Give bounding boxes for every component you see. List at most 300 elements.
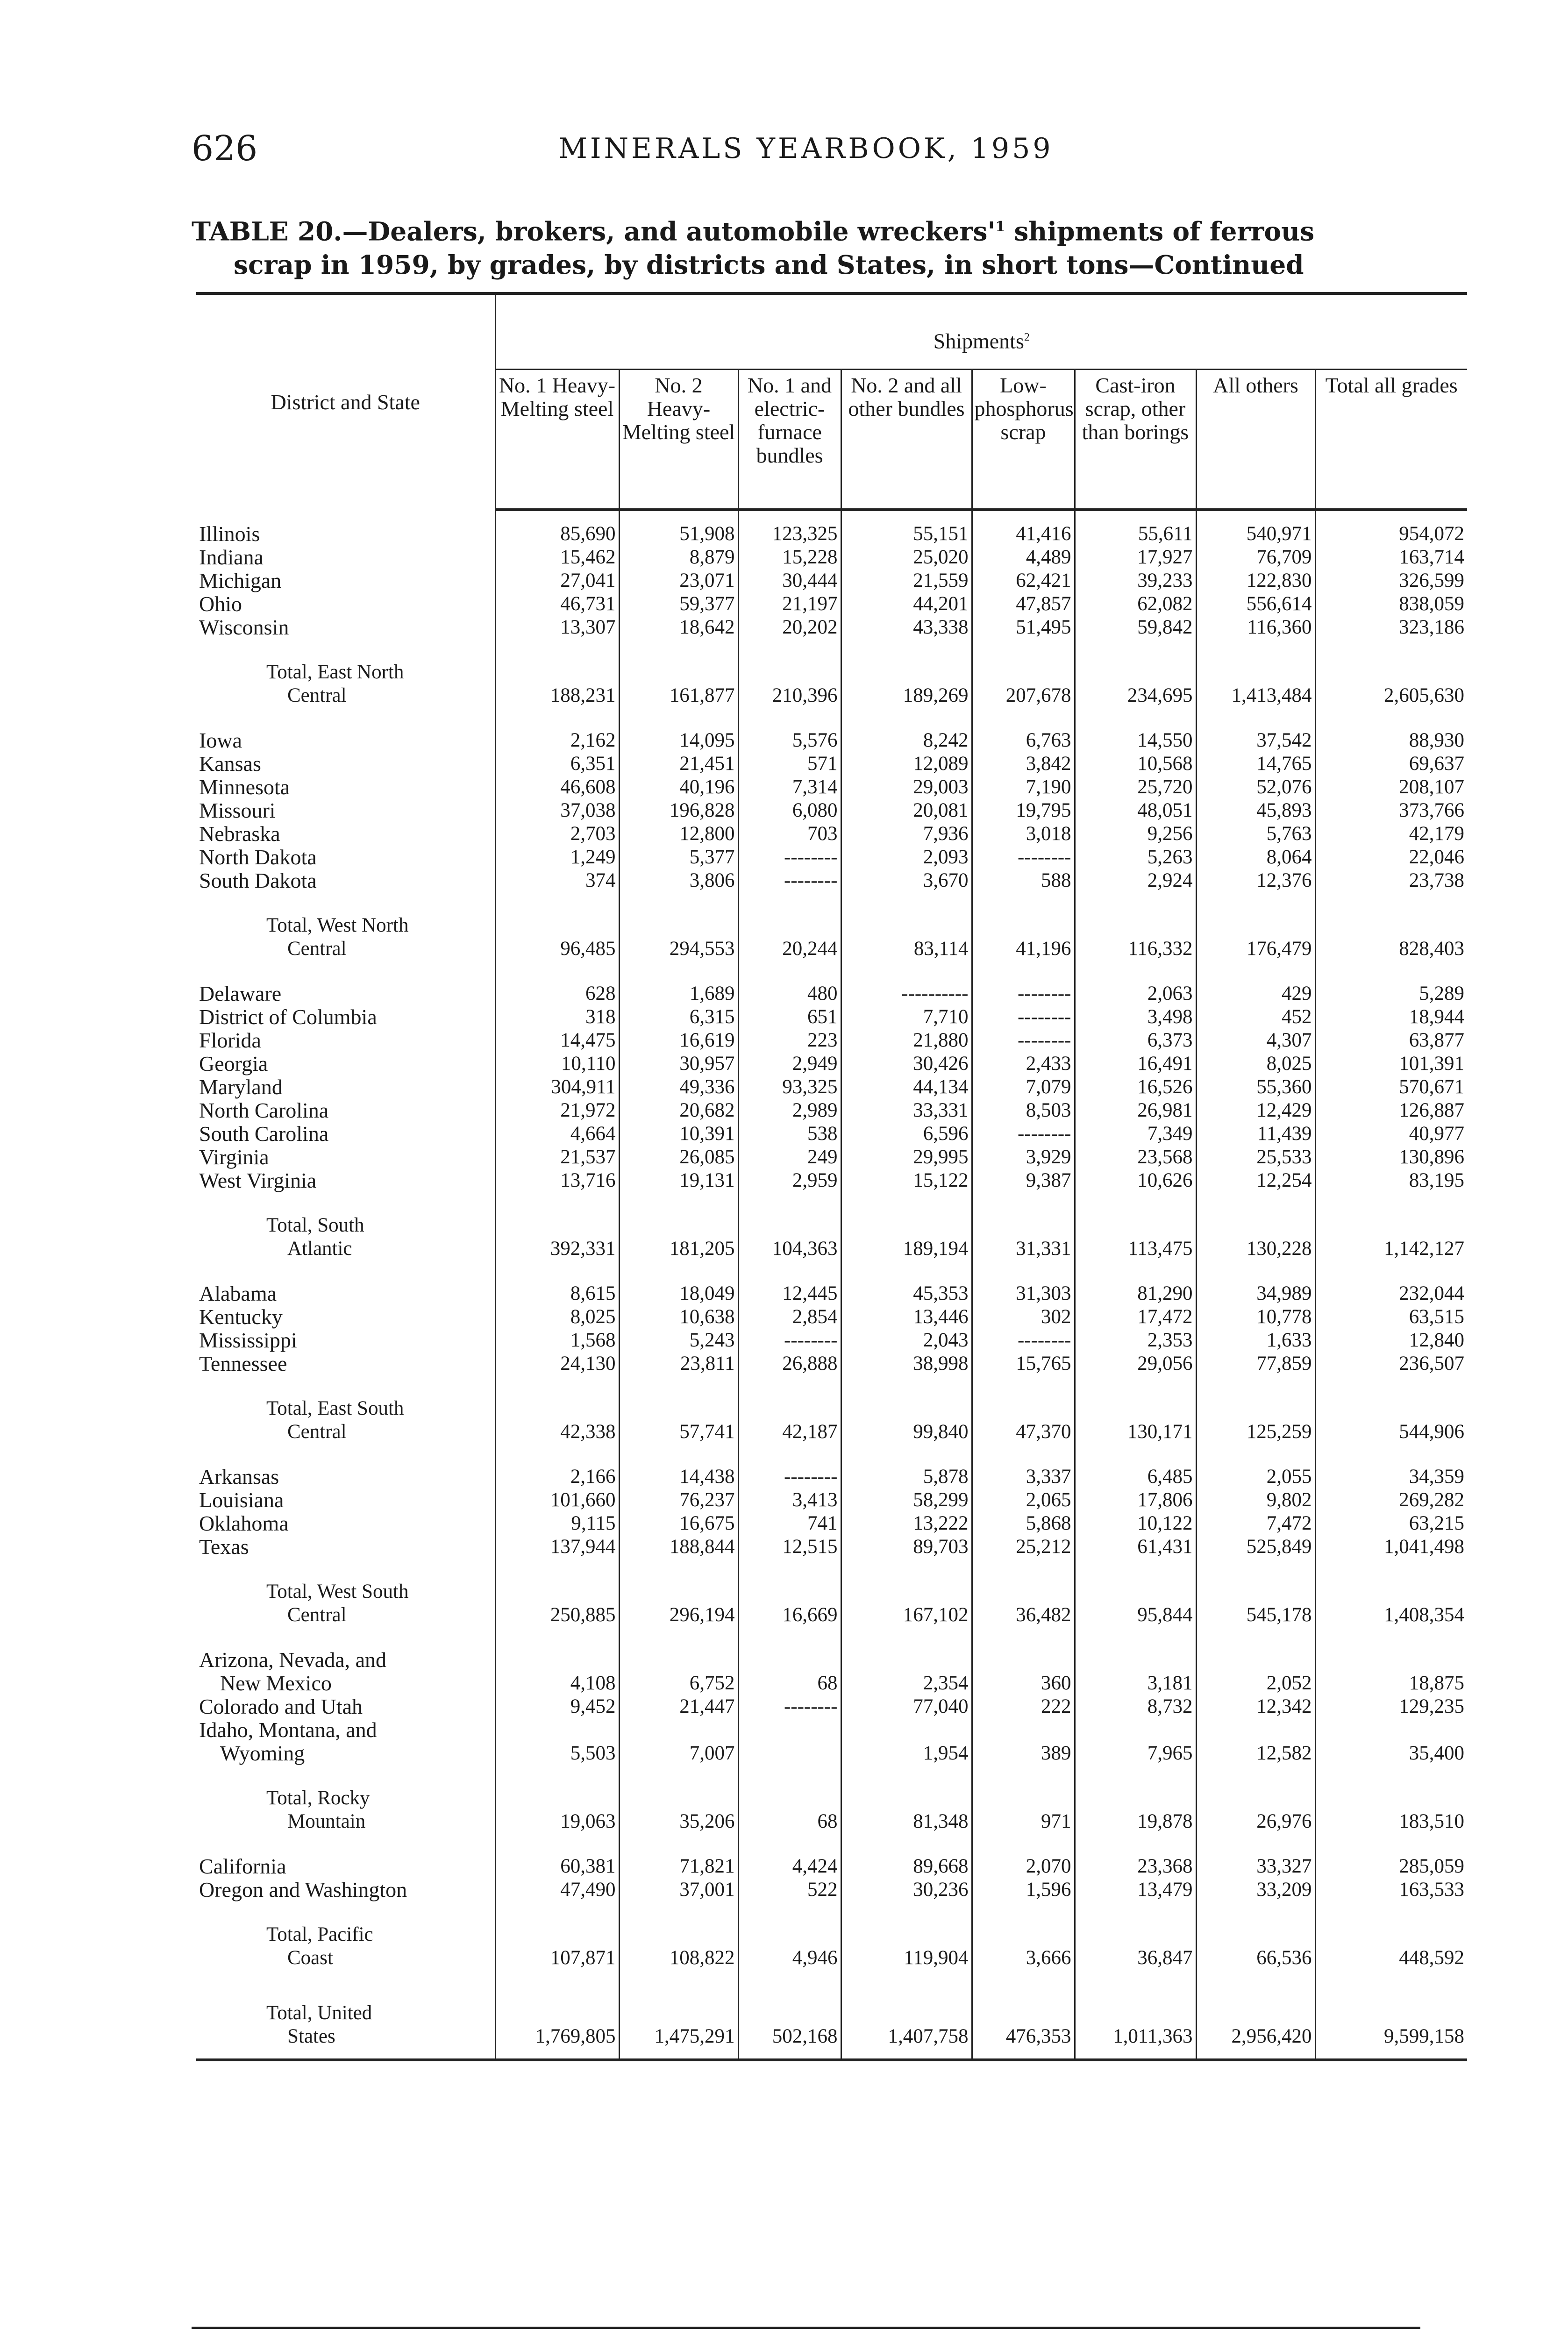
value-cell: 21,451 <box>619 752 738 776</box>
value-cell: 130,896 <box>1315 1146 1467 1169</box>
value-cell: 285,059 <box>1315 1855 1467 1878</box>
value-cell: 76,237 <box>619 1488 738 1512</box>
spacer-cell <box>1315 1559 1467 1570</box>
value-cell: 9,256 <box>1075 822 1196 846</box>
value-cell: 77,040 <box>841 1695 972 1718</box>
value-cell: 12,515 <box>738 1535 841 1559</box>
spacer-row <box>196 892 1467 904</box>
value-cell: 9,115 <box>495 1512 619 1535</box>
spacer-cell <box>738 718 841 729</box>
table-row <box>196 1352 1467 1375</box>
spacer-cell <box>1196 639 1315 650</box>
spacer-row <box>196 1980 1467 1991</box>
value-cell: 223 <box>738 1029 841 1052</box>
spacer-cell <box>1196 1637 1315 1648</box>
spacer-cell <box>841 971 972 982</box>
spacer-cell <box>841 1902 972 1913</box>
total-value: 296,194 <box>619 1570 738 1637</box>
total-value: 2,956,420 <box>1196 1991 1315 2060</box>
value-cell: -------- <box>738 1329 841 1352</box>
table-row <box>196 1648 1467 1695</box>
total-label-line-2: Central <box>287 937 347 960</box>
value-cell: 47,490 <box>495 1878 619 1902</box>
value-cell: ---------- <box>841 982 972 1005</box>
spacer-cell <box>495 1559 619 1570</box>
state-name: Nebraska <box>199 821 280 846</box>
value-cell: 30,426 <box>841 1052 972 1075</box>
state-name: Alabama <box>199 1281 277 1305</box>
total-value: 4,946 <box>738 1913 841 1980</box>
total-label <box>196 1913 495 1980</box>
value-cell: 318 <box>495 1005 619 1029</box>
total-label-line-1: Total, West North <box>266 914 409 936</box>
value-cell: 2,052 <box>1196 1648 1315 1695</box>
total-value: 294,553 <box>619 904 738 971</box>
total-value: 448,592 <box>1315 1913 1467 1980</box>
value-cell: 30,957 <box>619 1052 738 1075</box>
value-cell: 16,491 <box>1075 1052 1196 1075</box>
spacer-cell <box>1315 639 1467 650</box>
value-cell: 11,439 <box>1196 1122 1315 1146</box>
value-cell: 49,336 <box>619 1075 738 1099</box>
value-cell: 8,025 <box>495 1305 619 1329</box>
spacer-row <box>196 1375 1467 1387</box>
value-cell: 10,626 <box>1075 1169 1196 1192</box>
total-value: 36,847 <box>1075 1913 1196 1980</box>
value-cell: 25,720 <box>1075 776 1196 799</box>
value-cell: 269,282 <box>1315 1488 1467 1512</box>
state-name: Texas <box>199 1534 249 1559</box>
value-cell: 222 <box>972 1695 1075 1718</box>
spacer-cell <box>841 1844 972 1855</box>
value-cell: 7,472 <box>1196 1512 1315 1535</box>
value-cell: 2,043 <box>841 1329 972 1352</box>
spacer-cell <box>1315 510 1467 522</box>
spacer-cell <box>495 1844 619 1855</box>
value-cell: 17,927 <box>1075 546 1196 569</box>
spacer-cell <box>1196 718 1315 729</box>
value-cell: 15,228 <box>738 546 841 569</box>
total-value: 107,871 <box>495 1913 619 1980</box>
total-label-line-2: States <box>287 2025 335 2047</box>
total-row <box>196 650 1467 718</box>
value-cell: 40,977 <box>1315 1122 1467 1146</box>
value-cell: 16,675 <box>619 1512 738 1535</box>
spacer-cell <box>841 639 972 650</box>
spacer-row <box>196 1844 1467 1855</box>
value-cell: 88,930 <box>1315 729 1467 752</box>
table-row <box>196 522 1467 546</box>
spacer-cell <box>196 892 495 904</box>
state-name: Georgia <box>199 1051 268 1075</box>
value-cell: 31,303 <box>972 1282 1075 1305</box>
value-cell: 59,842 <box>1075 616 1196 639</box>
value-cell: 55,151 <box>841 522 972 546</box>
table-row <box>196 1282 1467 1305</box>
table-row <box>196 1122 1467 1146</box>
spacer-cell <box>619 1902 738 1913</box>
value-cell: 6,080 <box>738 799 841 822</box>
total-label <box>196 1570 495 1637</box>
table-row <box>196 982 1467 1005</box>
value-cell: 4,489 <box>972 546 1075 569</box>
spacer-row <box>196 1765 1467 1776</box>
value-cell: 17,472 <box>1075 1305 1196 1329</box>
spacer-cell <box>1315 1844 1467 1855</box>
value-cell: 37,038 <box>495 799 619 822</box>
value-cell: 373,766 <box>1315 799 1467 822</box>
stub-header: District and State <box>196 293 495 510</box>
spacer-cell <box>495 1765 619 1776</box>
spacer-cell <box>972 1637 1075 1648</box>
value-cell: 208,107 <box>1315 776 1467 799</box>
value-cell: 7,936 <box>841 822 972 846</box>
value-cell: -------- <box>738 869 841 892</box>
value-cell: 12,429 <box>1196 1099 1315 1122</box>
spacer-cell <box>619 1271 738 1282</box>
spacer-cell <box>972 1271 1075 1282</box>
value-cell: 1,689 <box>619 982 738 1005</box>
spacer-cell <box>972 892 1075 904</box>
total-value: 167,102 <box>841 1570 972 1637</box>
value-cell: 3,842 <box>972 752 1075 776</box>
spacer-cell <box>1196 1902 1315 1913</box>
table-row <box>196 869 1467 892</box>
caption-line-1-end: shipments of ferrous <box>1005 216 1315 247</box>
shipments-group-header <box>495 293 1467 370</box>
total-value: 476,353 <box>972 1991 1075 2060</box>
value-cell: 5,377 <box>619 846 738 869</box>
table-row <box>196 569 1467 592</box>
value-cell: 55,611 <box>1075 522 1196 546</box>
spacer-cell <box>619 1192 738 1204</box>
column-header: Cast-iron scrap, other than borings <box>1075 370 1196 510</box>
value-cell: 2,433 <box>972 1052 1075 1075</box>
shipments-footnote-mark: 2 <box>1024 331 1030 343</box>
state-name: Michigan <box>199 568 282 592</box>
total-value: 1,769,805 <box>495 1991 619 2060</box>
spacer-cell <box>1315 971 1467 982</box>
spacer-cell <box>1315 1637 1467 1648</box>
table-row <box>196 729 1467 752</box>
total-value: 1,142,127 <box>1315 1204 1467 1271</box>
spacer-cell <box>841 892 972 904</box>
value-cell: 2,055 <box>1196 1465 1315 1488</box>
value-cell: 47,857 <box>972 592 1075 616</box>
spacer-cell <box>1196 1765 1315 1776</box>
state-name: Maryland <box>199 1075 283 1099</box>
state-name: Indiana <box>199 545 264 569</box>
value-cell: 1,954 <box>841 1718 972 1765</box>
spacer-cell <box>1075 1192 1196 1204</box>
state-name: South Carolina <box>199 1121 329 1146</box>
value-cell: 76,709 <box>1196 546 1315 569</box>
value-cell: 101,391 <box>1315 1052 1467 1075</box>
spacer-cell <box>841 1980 972 1991</box>
spacer-cell <box>1315 718 1467 729</box>
total-value: 42,338 <box>495 1387 619 1454</box>
spacer-cell <box>619 639 738 650</box>
value-cell: 33,209 <box>1196 1878 1315 1902</box>
value-cell: 7,190 <box>972 776 1075 799</box>
total-value: 68 <box>738 1776 841 1844</box>
table-row <box>196 799 1467 822</box>
value-cell: 62,421 <box>972 569 1075 592</box>
value-cell: 2,353 <box>1075 1329 1196 1352</box>
value-cell: 14,765 <box>1196 752 1315 776</box>
value-cell: 122,830 <box>1196 569 1315 592</box>
value-cell: 39,233 <box>1075 569 1196 592</box>
spacer-cell <box>1196 971 1315 982</box>
value-cell: 2,703 <box>495 822 619 846</box>
spacer-cell <box>196 510 495 522</box>
value-cell: 7,349 <box>1075 1122 1196 1146</box>
value-cell: 3,498 <box>1075 1005 1196 1029</box>
spacer-cell <box>1075 1902 1196 1913</box>
table-row <box>196 1878 1467 1902</box>
value-cell: 126,887 <box>1315 1099 1467 1122</box>
spacer-cell <box>1315 1454 1467 1465</box>
total-value: 250,885 <box>495 1570 619 1637</box>
spacer-cell <box>841 1559 972 1570</box>
spacer-cell <box>972 1559 1075 1570</box>
value-cell: 628 <box>495 982 619 1005</box>
value-cell: 40,196 <box>619 776 738 799</box>
value-cell: 374 <box>495 869 619 892</box>
spacer-cell <box>1315 1902 1467 1913</box>
state-name: Mississippi <box>199 1328 297 1352</box>
table-row <box>196 1029 1467 1052</box>
total-row <box>196 904 1467 971</box>
spacer-cell <box>619 892 738 904</box>
spacer-row <box>196 1271 1467 1282</box>
state-name: Colorado and Utah <box>199 1694 363 1718</box>
total-value: 99,840 <box>841 1387 972 1454</box>
state-name: Oklahoma <box>199 1511 289 1535</box>
value-cell: 5,289 <box>1315 982 1467 1005</box>
footnotes <box>192 2327 1420 2336</box>
spacer-cell <box>972 1844 1075 1855</box>
value-cell: 62,082 <box>1075 592 1196 616</box>
spacer-cell <box>738 1980 841 1991</box>
total-value: 26,976 <box>1196 1776 1315 1844</box>
caption-line-1: TABLE 20.—Dealers, brokers, and automobile wreckers' <box>192 216 996 247</box>
spacer-cell <box>1315 1271 1467 1282</box>
spacer-cell <box>1196 510 1315 522</box>
state-name: Minnesota <box>199 775 290 799</box>
value-cell: 16,526 <box>1075 1075 1196 1099</box>
spacer-cell <box>1075 971 1196 982</box>
spacer-cell <box>495 639 619 650</box>
column-header: No. 2 Heavy-Melting steel <box>619 370 738 510</box>
column-header: No. 2 and all other bundles <box>841 370 972 510</box>
spacer-cell <box>196 1637 495 1648</box>
value-cell: 2,070 <box>972 1855 1075 1878</box>
value-cell: 14,438 <box>619 1465 738 1488</box>
total-value: 9,599,158 <box>1315 1991 1467 2060</box>
value-cell: 123,325 <box>738 522 841 546</box>
state-name <box>196 1718 495 1765</box>
value-cell: 8,732 <box>1075 1695 1196 1718</box>
spacer-cell <box>196 1375 495 1387</box>
spacer-cell <box>495 1375 619 1387</box>
spacer-cell <box>619 1375 738 1387</box>
spacer-row <box>196 510 1467 522</box>
value-cell: -------- <box>972 1329 1075 1352</box>
value-cell: 6,596 <box>841 1122 972 1146</box>
value-cell: 6,315 <box>619 1005 738 1029</box>
spacer-cell <box>495 971 619 982</box>
value-cell: 3,670 <box>841 869 972 892</box>
value-cell: 389 <box>972 1718 1075 1765</box>
spacer-cell <box>196 1844 495 1855</box>
spacer-cell <box>495 510 619 522</box>
spacer-cell <box>196 1271 495 1282</box>
value-cell: 5,243 <box>619 1329 738 1352</box>
value-cell: 25,212 <box>972 1535 1075 1559</box>
spacer-cell <box>495 1192 619 1204</box>
value-cell: 9,452 <box>495 1695 619 1718</box>
value-cell: 21,447 <box>619 1695 738 1718</box>
value-cell: 2,065 <box>972 1488 1075 1512</box>
spacer-cell <box>972 1192 1075 1204</box>
value-cell: 29,056 <box>1075 1352 1196 1375</box>
state-name: Missouri <box>199 798 276 822</box>
state-name <box>196 1648 495 1695</box>
spacer-cell <box>841 1192 972 1204</box>
value-cell: 21,972 <box>495 1099 619 1122</box>
table-row <box>196 1512 1467 1535</box>
value-cell: 232,044 <box>1315 1282 1467 1305</box>
total-value: 183,510 <box>1315 1776 1467 1844</box>
value-cell: 7,965 <box>1075 1718 1196 1765</box>
value-cell: 60,381 <box>495 1855 619 1878</box>
value-cell: 12,840 <box>1315 1329 1467 1352</box>
state-name-line-2: Wyoming <box>220 1741 305 1765</box>
value-cell: 12,254 <box>1196 1169 1315 1192</box>
value-cell: -------- <box>738 846 841 869</box>
spacer-cell <box>1075 1637 1196 1648</box>
value-cell: 429 <box>1196 982 1315 1005</box>
value-cell: 302 <box>972 1305 1075 1329</box>
spacer-cell <box>841 718 972 729</box>
spacer-cell <box>495 1271 619 1282</box>
total-value: 1,413,484 <box>1196 650 1315 718</box>
spacer-cell <box>1315 1375 1467 1387</box>
spacer-cell <box>738 639 841 650</box>
value-cell: 3,413 <box>738 1488 841 1512</box>
spacer-cell <box>1196 1844 1315 1855</box>
total-value: 81,348 <box>841 1776 972 1844</box>
value-cell: 323,186 <box>1315 616 1467 639</box>
spacer-cell <box>841 1765 972 1776</box>
total-value: 35,206 <box>619 1776 738 1844</box>
value-cell: 10,122 <box>1075 1512 1196 1535</box>
value-cell: 20,202 <box>738 616 841 639</box>
value-cell: 38,998 <box>841 1352 972 1375</box>
value-cell: 45,893 <box>1196 799 1315 822</box>
total-row <box>196 1387 1467 1454</box>
total-value: 502,168 <box>738 1991 841 2060</box>
total-value: 108,822 <box>619 1913 738 1980</box>
value-cell: 3,337 <box>972 1465 1075 1488</box>
value-cell: 34,359 <box>1315 1465 1467 1488</box>
total-value: 57,741 <box>619 1387 738 1454</box>
total-row <box>196 1204 1467 1271</box>
value-cell: 13,479 <box>1075 1878 1196 1902</box>
value-cell: 2,093 <box>841 846 972 869</box>
value-cell: 13,446 <box>841 1305 972 1329</box>
value-cell: -------- <box>972 846 1075 869</box>
value-cell: 741 <box>738 1512 841 1535</box>
total-value: 104,363 <box>738 1204 841 1271</box>
value-cell: 55,360 <box>1196 1075 1315 1099</box>
value-cell: 21,880 <box>841 1029 972 1052</box>
value-cell: 480 <box>738 982 841 1005</box>
value-cell: 7,314 <box>738 776 841 799</box>
spacer-cell <box>841 510 972 522</box>
value-cell: 81,290 <box>1075 1282 1196 1305</box>
spacer-cell <box>738 1902 841 1913</box>
spacer-cell <box>1196 1454 1315 1465</box>
spacer-cell <box>619 1844 738 1855</box>
value-cell: 1,596 <box>972 1878 1075 1902</box>
page-number: 626 <box>192 128 258 169</box>
value-cell: 538 <box>738 1122 841 1146</box>
value-cell: 12,342 <box>1196 1695 1315 1718</box>
spacer-cell <box>196 1559 495 1570</box>
value-cell: -------- <box>738 1465 841 1488</box>
spacer-cell <box>841 1375 972 1387</box>
value-cell: 14,475 <box>495 1029 619 1052</box>
total-value: 1,407,758 <box>841 1991 972 2060</box>
table-row <box>196 1005 1467 1029</box>
total-value: 130,228 <box>1196 1204 1315 1271</box>
value-cell: 360 <box>972 1648 1075 1695</box>
value-cell: 7,007 <box>619 1718 738 1765</box>
value-cell: 540,971 <box>1196 522 1315 546</box>
table-row <box>196 1718 1467 1765</box>
total-value: 47,370 <box>972 1387 1075 1454</box>
column-header: Total all grades <box>1315 370 1467 510</box>
spacer-cell <box>738 1765 841 1776</box>
total-value: 181,205 <box>619 1204 738 1271</box>
table-row <box>196 1052 1467 1075</box>
value-cell: 3,018 <box>972 822 1075 846</box>
value-cell: 5,503 <box>495 1718 619 1765</box>
value-cell: 5,576 <box>738 729 841 752</box>
value-cell: 83,195 <box>1315 1169 1467 1192</box>
total-value: 188,231 <box>495 650 619 718</box>
spacer-cell <box>1196 1192 1315 1204</box>
spacer-cell <box>972 1765 1075 1776</box>
value-cell: 77,859 <box>1196 1352 1315 1375</box>
table-row <box>196 846 1467 869</box>
total-row <box>196 1991 1467 2060</box>
value-cell: 6,763 <box>972 729 1075 752</box>
value-cell: 249 <box>738 1146 841 1169</box>
spacer-row <box>196 718 1467 729</box>
value-cell: 10,568 <box>1075 752 1196 776</box>
total-label-line-1: Total, United <box>266 2001 372 2024</box>
value-cell: 5,763 <box>1196 822 1315 846</box>
table-row <box>196 1855 1467 1878</box>
value-cell: 12,445 <box>738 1282 841 1305</box>
table-row <box>196 1305 1467 1329</box>
value-cell: 188,844 <box>619 1535 738 1559</box>
value-cell: 21,197 <box>738 592 841 616</box>
value-cell: 556,614 <box>1196 592 1315 616</box>
